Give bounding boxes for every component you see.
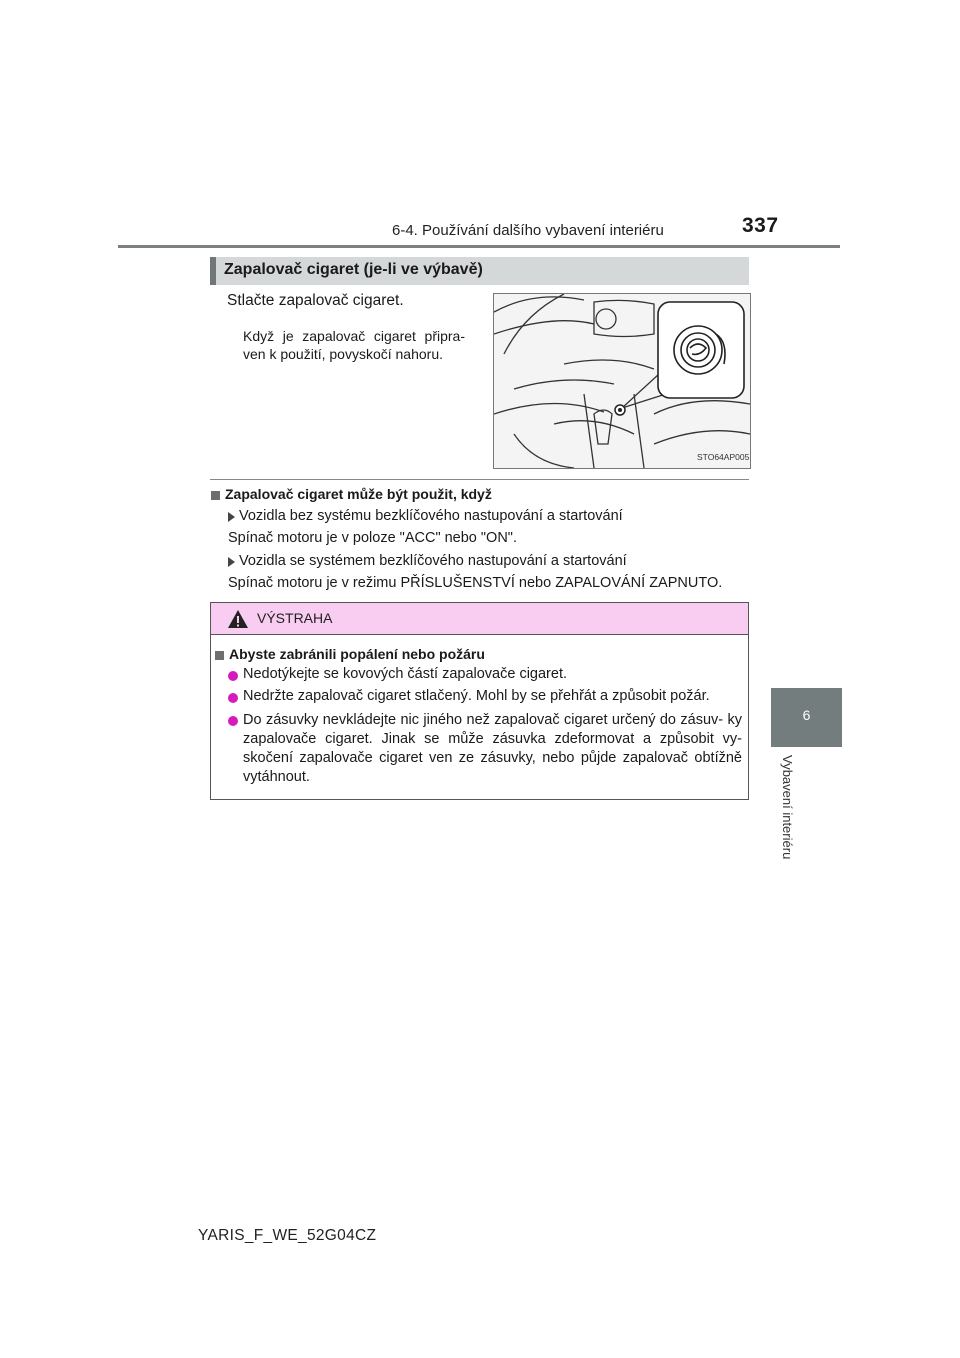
chapter-title: Vybavení interiéru xyxy=(780,755,795,860)
bullet-dot-icon xyxy=(228,716,238,726)
section-title: Zapalovač cigaret (je-li ve výbavě) xyxy=(224,261,483,278)
header-section-ref: 6-4. Používání dalšího vybavení interiéru xyxy=(392,222,664,239)
figure-code: STO64AP005 xyxy=(697,452,750,462)
cigarette-lighter-illustration xyxy=(493,293,751,469)
warning-title: Abyste zabránili popálení nebo požáru xyxy=(229,646,485,662)
option-text: Spínač motoru je v režimu PŘÍSLUŠENSTVÍ nebo ZAPALOVÁNÍ ZAPNUTO. xyxy=(228,575,723,591)
warning-item: Nedotýkejte se kovových částí zapalovače cigaret. xyxy=(243,666,567,682)
warning-label: VÝSTRAHA xyxy=(257,610,333,626)
warning-item: Do zásuvky nevkládejte nic jiného než zapalovač cigaret určený do zásuv- ky zapalovače cigaret. Jinak se může zásuvka zdeformovat a způsobit vy- skočení zapalovače cigaret ven ze zásuvky, nebo půjde zapalovač obtížně vytáhnout. xyxy=(243,712,742,785)
dashboard-drawing xyxy=(494,294,750,468)
step-instruction: Stlačte zapalovač cigaret. xyxy=(227,292,404,309)
triangle-bullet-icon xyxy=(228,512,235,522)
chapter-number: 6 xyxy=(802,707,811,723)
page-number: 337 xyxy=(742,214,779,237)
bullet-dot-icon xyxy=(228,693,238,703)
header-rule xyxy=(118,245,840,248)
option-text: Spínač motoru je v poloze "ACC" nebo "ON". xyxy=(228,530,517,546)
footer-code: YARIS_F_WE_52G04CZ xyxy=(198,1227,377,1244)
info-title: Zapalovač cigaret může být použit, když xyxy=(225,486,492,502)
step-note: Když je zapalovač cigaret připra- ven k použití, povyskočí nahoru. xyxy=(243,328,465,362)
bullet-dot-icon xyxy=(228,671,238,681)
triangle-bullet-icon xyxy=(228,557,235,567)
option-label: Vozidla bez systému bezklíčového nastupování a startování xyxy=(239,508,623,524)
warning-item: Nedržte zapalovač cigaret stlačený. Mohl by se přehřát a způsobit požár. xyxy=(243,688,710,704)
warning-triangle-icon xyxy=(227,609,249,634)
section-header-accent xyxy=(210,257,216,285)
section-divider xyxy=(210,479,749,480)
warning-square-icon xyxy=(215,651,224,660)
option-label: Vozidla se systémem bezklíčového nastupování a startování xyxy=(239,553,627,569)
info-square-icon xyxy=(211,491,220,500)
